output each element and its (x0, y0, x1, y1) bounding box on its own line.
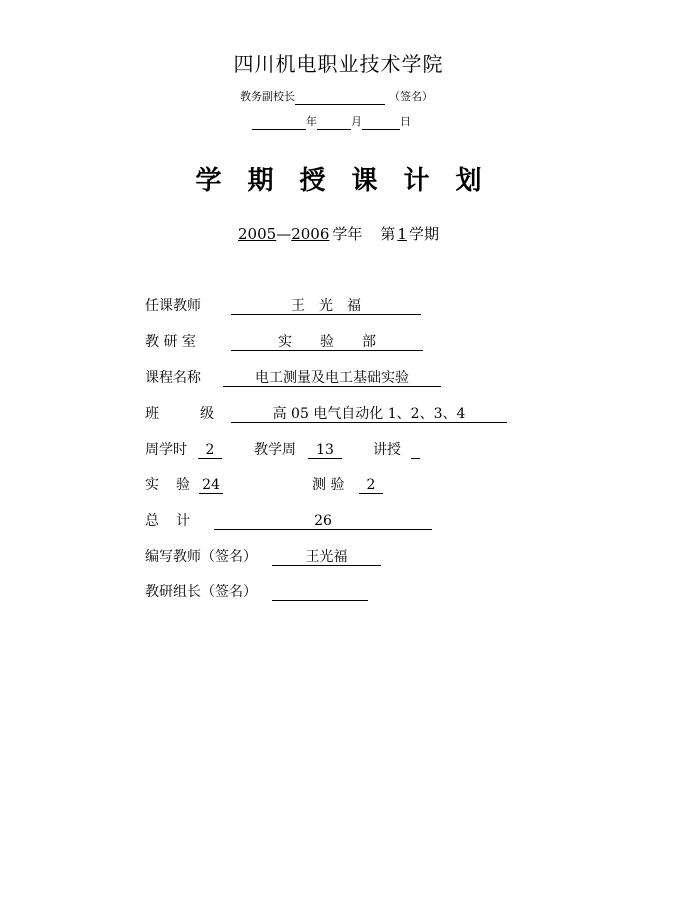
month-char: 月 (351, 115, 362, 128)
year-char: 年 (306, 115, 317, 128)
test-value: 2 (359, 478, 383, 494)
total-label-1: 总 (145, 513, 159, 529)
day-char: 日 (400, 115, 411, 128)
title-char: 期 (247, 166, 274, 196)
teaching-weeks-value: 13 (308, 443, 342, 459)
year-start: 2005 (238, 225, 277, 243)
vice-principal-line (240, 88, 433, 105)
title-char: 划 (455, 166, 482, 196)
leader-label: 教研组长（签名） (145, 584, 257, 600)
teacher-label: 任课教师 (145, 298, 201, 314)
lab-row (145, 474, 383, 494)
class-label-2: 级 (200, 406, 214, 422)
dept-row (145, 331, 423, 351)
teacher-row (145, 295, 421, 315)
course-value: 电工测量及电工基础实验 (223, 371, 441, 387)
class-row (145, 403, 507, 423)
leader-signature-blank (272, 585, 368, 601)
lecture-label: 讲授 (373, 442, 401, 458)
lab-label-1: 实 (145, 477, 159, 493)
year-dash: — (276, 225, 292, 243)
document-title (0, 160, 677, 197)
year-blank (252, 114, 306, 130)
weekly-hours-value: 2 (198, 443, 222, 459)
school-name: 四川机电职业技术学院 (233, 52, 444, 76)
hours-row (145, 439, 420, 459)
vice-principal-signature-blank (295, 89, 385, 105)
school-year-label: 学年 (332, 225, 363, 243)
course-label: 课程名称 (145, 370, 201, 386)
term-suffix: 学期 (408, 225, 439, 243)
year-end: 2006 (291, 225, 330, 243)
term-prefix: 第 (380, 225, 396, 243)
teacher-value: 王 光 福 (231, 299, 421, 315)
lab-value: 24 (199, 478, 223, 494)
title-char: 计 (403, 166, 430, 196)
term-line (0, 223, 677, 244)
course-row (145, 367, 441, 387)
sign-note: （签名） (389, 90, 433, 103)
author-value: 王光福 (272, 550, 381, 566)
date-line (252, 113, 411, 130)
dept-label: 教 研 室 (145, 334, 196, 350)
dept-value: 实 验 部 (231, 335, 423, 351)
month-blank (317, 114, 351, 130)
title-char: 学 (195, 166, 222, 196)
author-label: 编写教师（签名） (145, 549, 257, 565)
test-label: 测 验 (312, 477, 345, 493)
teaching-weeks-label: 教学周 (254, 442, 296, 458)
day-blank (362, 114, 400, 130)
class-label-1: 班 (145, 406, 159, 422)
total-row (145, 510, 432, 530)
vice-principal-label: 教务副校长 (240, 90, 295, 103)
author-row (145, 546, 381, 566)
lecture-value (411, 443, 420, 459)
title-char: 课 (351, 166, 378, 196)
leader-row (145, 581, 368, 601)
class-value: 高 05 电气自动化 1、2、3、4 (231, 407, 507, 423)
total-value: 26 (214, 514, 432, 530)
lab-label-2: 验 (176, 477, 190, 493)
total-label-2: 计 (176, 513, 190, 529)
title-char: 授 (299, 166, 326, 196)
weekly-hours-label: 周学时 (145, 442, 187, 458)
term-number: 1 (397, 225, 407, 243)
